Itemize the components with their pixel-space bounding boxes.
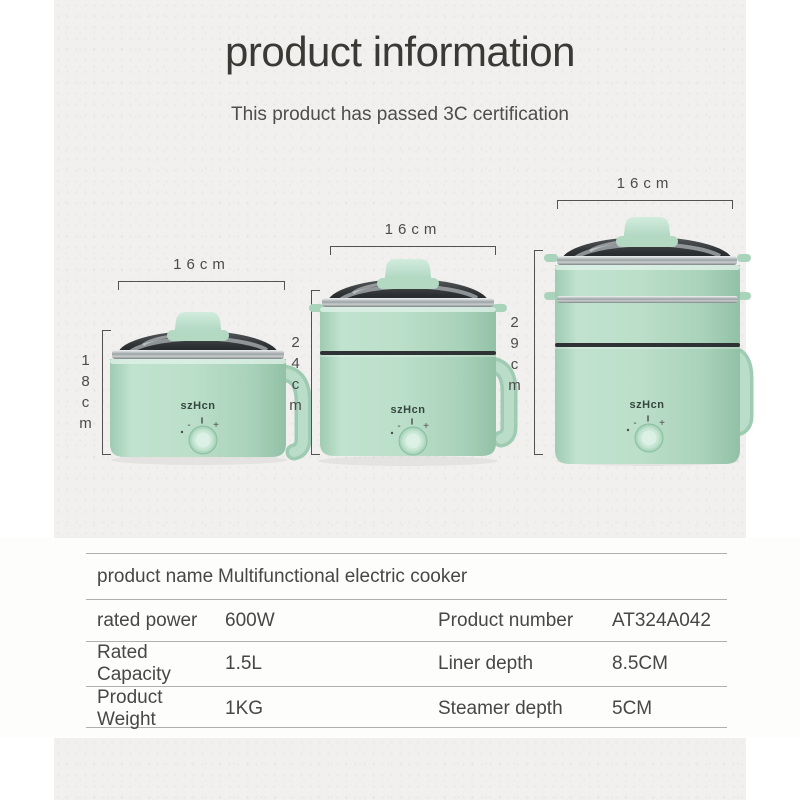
height-bracket-3 [534, 250, 543, 455]
lid-knob-base [377, 278, 439, 289]
pot-rim-highlight [320, 307, 496, 312]
spec-value: 1.5L [225, 653, 262, 674]
spec-value: 8.5CM [612, 653, 668, 674]
width-label-1: 16cm [173, 256, 230, 273]
plus-mark: + [213, 420, 219, 431]
table-row [86, 642, 727, 687]
width-label-2: 16cm [384, 221, 442, 238]
minus-mark: - [187, 420, 191, 431]
tier-divider [555, 343, 740, 347]
width-label-3: 16cm [616, 175, 674, 192]
spec-value: 600W [225, 609, 275, 631]
tier-divider-light [555, 347, 740, 349]
spec-label: Steamer depth [438, 698, 563, 719]
cooker-illustration-3 [545, 212, 750, 468]
spec-label: rated power [97, 609, 198, 631]
spec-label: Product Weight [97, 687, 163, 730]
spec-value: Multifunctional electric cooker [218, 565, 468, 587]
width-bracket-1 [118, 281, 285, 290]
spec-label: product name [97, 565, 214, 587]
page-subtitle: This product has passed 3C certification [231, 104, 569, 125]
spec-table [86, 553, 727, 728]
minus-mark: - [633, 418, 637, 429]
pot-rim-highlight [555, 265, 740, 270]
steel-rim [557, 256, 737, 265]
tier-divider-light [320, 355, 496, 357]
table-row [86, 687, 727, 728]
lid-knob-base [616, 236, 678, 247]
tier-divider [320, 351, 496, 355]
brand-logo: szHcn [629, 399, 665, 411]
cooker-illustration-2 [313, 255, 523, 468]
cooker-shadow [318, 456, 498, 466]
brand-logo: szHcn [180, 400, 216, 412]
minus-mark: - [397, 421, 401, 432]
steel-rim [322, 298, 494, 307]
page-title: product information [224, 28, 576, 75]
table-row [86, 554, 727, 600]
plus-mark: + [659, 418, 665, 429]
spec-value: 5CM [612, 698, 653, 719]
brand-logo: szHcn [390, 404, 426, 416]
spec-label: Rated Capacity [97, 642, 171, 685]
spec-label: Liner depth [438, 653, 534, 674]
height-label-1: 18cm [77, 352, 94, 436]
steel-rim [112, 350, 284, 359]
cooker-illustration-1 [103, 309, 313, 466]
table-row [86, 600, 727, 642]
spec-value: AT324A042 [612, 609, 711, 631]
plus-mark: + [423, 421, 429, 432]
spec-label: Product number [438, 609, 574, 631]
width-bracket-2 [330, 246, 496, 255]
steamer-ring [557, 296, 738, 303]
lid-knob-base [167, 330, 229, 341]
spec-value: 1KG [225, 698, 264, 719]
height-label-2: 24cm [287, 334, 304, 418]
width-bracket-3 [557, 200, 733, 209]
height-label-3: 29cm [506, 314, 523, 398]
pot-rim-highlight [110, 359, 286, 364]
